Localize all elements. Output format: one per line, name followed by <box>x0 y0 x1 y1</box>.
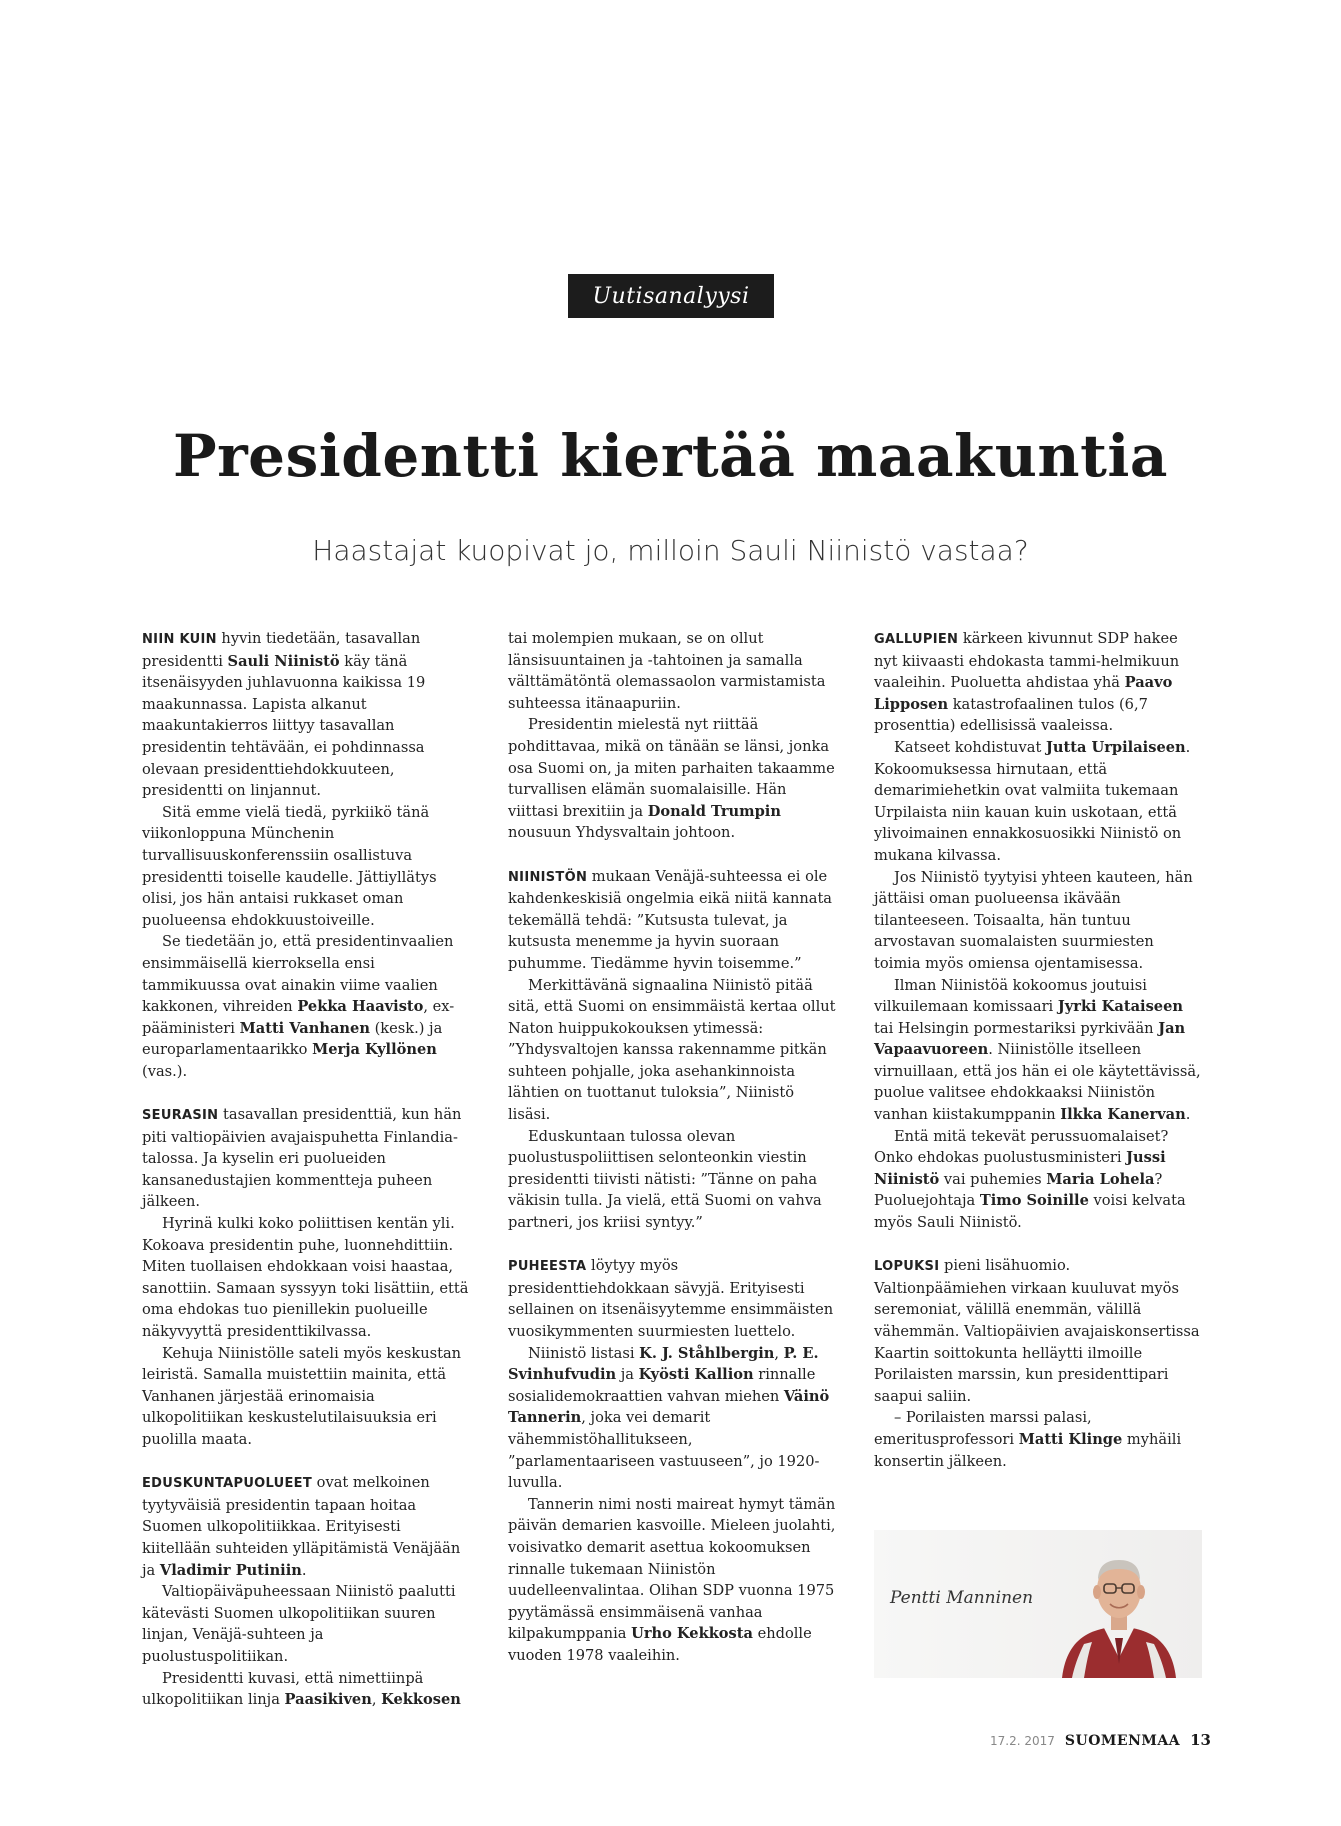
text-run: tai Helsingin pormestariksi pyrkivään <box>874 1019 1159 1037</box>
article-paragraph <box>508 975 838 1126</box>
text-run: (vas.). <box>142 1062 188 1080</box>
author-name: Pentti Manninen <box>890 1588 1034 1608</box>
lead-word: EDUSKUNTAPUOLUEET <box>142 1476 313 1492</box>
text-run: – Porilaisten marssi palasi, emeritusprofessori <box>874 1409 1092 1448</box>
issue-date: 17.2. 2017 <box>990 1734 1055 1748</box>
magazine-name: SUOMENMAA <box>1064 1733 1181 1749</box>
text-run: Tannerin nimi nosti maireat hymyt tämän päivän demarien kasvoille. Mieleen juolahti, voisivatko demarit asettua kokoomuksen rinnalle tukemaan Niinistön uudelleenvalintaa. Olihan SDP vuonna 1975 pyytämässä ensimmäisenä vanhaa kilpakumppania <box>508 1495 836 1643</box>
text-run: . <box>301 1561 307 1579</box>
article-paragraph <box>142 1581 472 1667</box>
person-name: Donald Trumpin <box>647 802 781 820</box>
article-paragraph <box>874 1255 1202 1407</box>
text-run: Se tiedetään jo, että presidentinvaalien ensimmäisellä kierroksella ensi tammikuussa ovat ainakin viime vaalien kakkonen, vihreiden <box>142 933 454 1016</box>
text-run: tasavallan presidenttiä, kun hän piti valtiopäivien avajaispuhetta Finlandia-talossa. Ja kyselin eri puolueiden kansanedustajien kommentteja puheen jälkeen. <box>142 1106 462 1211</box>
article-paragraph <box>142 1472 472 1581</box>
article-paragraph <box>142 1668 472 1711</box>
article-paragraph <box>508 1255 838 1342</box>
text-run: , ex-pääministeri <box>142 998 455 1037</box>
lead-word: SEURASIN <box>142 1108 219 1124</box>
text-run: ? Puoluejohtaja <box>874 1170 1163 1210</box>
author-portrait <box>1044 1536 1194 1678</box>
article-paragraph <box>874 737 1202 867</box>
person-name: Kekkosen <box>381 1691 461 1709</box>
text-run: Katseet kohdistuvat <box>894 738 1046 756</box>
text-run: , <box>371 1691 382 1709</box>
article-paragraph <box>874 867 1202 975</box>
person-name: Jussi Niinistö <box>874 1149 1166 1188</box>
text-run: nousuun Yhdysvaltain johtoon. <box>508 824 736 842</box>
article-paragraph <box>142 628 472 802</box>
article-paragraph <box>508 1494 838 1667</box>
text-run: . Niinistölle itselleen virnuillaan, että jos hän ei ole käytettävissä, puolue valitsee ehdokkaaksi Niinistön vanhan kiistakumppanin <box>874 1041 1201 1124</box>
page-footer <box>990 1731 1220 1749</box>
article-paragraph <box>874 1407 1202 1472</box>
person-name: Jyrki Kataiseen <box>1057 998 1183 1016</box>
article-paragraph <box>142 1343 472 1451</box>
text-run: myhäili konsertin jälkeen. <box>874 1430 1182 1470</box>
person-name: Jan Vapaavuoreen <box>874 1019 1186 1059</box>
article-paragraph <box>508 1126 838 1234</box>
text-run: löytyy myös presidenttiehdokkaan sävyjä. Erityisesti sellainen on itsenäisyytemme ensimmäisten vuosikymmenten suurmiesten luettelo. <box>508 1257 834 1340</box>
text-run: Sitä emme vielä tiedä, pyrkiikö tänä viikonloppuna Münchenin turvallisuuskonferenssiin osallistuva presidentti toiselle kaudelle. Jättiyllätys olisi, jos hän antaisi rukkaset oman puolueensa ehdokkuustoiveille. <box>142 803 437 929</box>
text-run: Presidentti kuvasi, että nimettiinpä ulkopolitiikan linja <box>142 1669 424 1709</box>
text-run: Eduskuntaan tulossa olevan puolustuspoliittisen selonteonkin viestin presidentti tiivisti nätisti: ”Tänne on paha väkisin tulla. Ja vielä, että Suomi on vahva partneri, jos kriisi syntyy.” <box>508 1127 822 1232</box>
lead-word: LOPUKSI <box>874 1259 940 1275</box>
subheadline: Haastajat kuopivat jo, milloin Sauli Niinistö vastaa? <box>312 534 1029 567</box>
text-run: voisi kelvata myös Sauli Niinistö. <box>874 1192 1186 1232</box>
text-run: Ilman Niinistöä kokoomus joutuisi vilkuilemaan komissaari <box>874 976 1147 1016</box>
article-column-2 <box>508 628 838 1667</box>
text-run: . Kokoomuksessa hirnutaan, että demarimiehetkin ovat valmiita tukemaan Urpilaista niin kauan kuin uskotaan, että ylivoimainen ennakkosuosikki Niinistö on mukana kilvassa. <box>874 738 1191 864</box>
person-name: Paasikiven <box>284 1691 372 1709</box>
person-name: Paavo Lipposen <box>874 674 1173 713</box>
person-name: Maria Lohela <box>1046 1170 1155 1188</box>
text-run: tai molempien mukaan, se on ollut länsisuuntainen ja -tahtoinen ja samalla välttämätöntä olemassaolon varmistamista suhteessa itänaapuriin. <box>508 630 826 712</box>
person-name: Urho Kekkosta <box>631 1625 753 1643</box>
article-paragraph <box>508 1343 838 1494</box>
text-run: vai puhemies <box>939 1170 1047 1188</box>
section-kicker: Uutisanalyysi <box>568 274 774 318</box>
text-run: ehdolle vuoden 1978 vaaleihin. <box>508 1625 812 1664</box>
text-run: (kesk.) ja europarlamentaarikko <box>142 1019 443 1059</box>
article-paragraph <box>142 1213 472 1343</box>
article-paragraph <box>874 975 1202 1126</box>
lead-word: PUHEESTA <box>508 1259 587 1275</box>
person-name: Pekka Haavisto <box>297 998 424 1016</box>
text-run: ja <box>616 1366 639 1384</box>
text-run: Entä mitä tekevät perussuomalaiset? Onko ehdokas puolustusministeri <box>874 1127 1169 1167</box>
article-paragraph <box>142 931 472 1082</box>
person-name: Timo Soinille <box>979 1192 1089 1210</box>
text-run: Merkittävänä signaalina Niinistö pitää sitä, että Suomi on ensimmäistä kertaa ollut Naton huippukokouksen ytimessä: ”Yhdysvaltojen kanssa rakennamme pitkän suhteen pohjalle, joka asehankinnoista lähtien on tuottanut tuloksia”, Niinistö lisäsi. <box>508 976 836 1124</box>
lead-word: NIINISTÖN <box>508 869 588 885</box>
author-byline <box>874 1530 1202 1678</box>
text-run: kärkeen kivunnut SDP hakee nyt kiivaasti ehdokasta tammi-helmikuun vaaleihin. Puoluetta ahdistaa yhä <box>874 630 1180 692</box>
text-run: katastrofaalinen tulos (6,7 prosenttia) edellisissä vaaleissa. <box>874 695 1148 735</box>
article-column-3 <box>874 628 1202 1472</box>
text-run: Jos Niinistö tyytyisi yhteen kauteen, hän jättäisi oman puolueensa ikävään tilanteeseen. Toisaalta, hän tuntuu arvostavan suomalaisten suurmiesten toimia myös omiensa ojentamisessa. <box>874 868 1193 972</box>
article-paragraph <box>142 1104 472 1213</box>
person-name: K. J. Ståhlbergin <box>639 1344 775 1362</box>
article-paragraph <box>874 628 1202 737</box>
text-run: Valtiopäiväpuheessaan Niinistö paalutti kätevästi Suomen ulkopolitiikan suuren linjan, Venäjä-suhteen ja puolustuspolitiikan. <box>142 1583 456 1665</box>
person-name: Vladimir Putiniin <box>159 1561 302 1579</box>
lead-word: NIIN KUIN <box>142 632 217 647</box>
headline: Presidentti kiertää maakuntia <box>173 422 1168 490</box>
text-run: ovat melkoinen tyytyväisiä presidentin tapaan hoitaa Suomen ulkopolitiikkaa. Erityisesti kiitellään suhteiden ylläpitämistä Venäjään ja <box>142 1474 461 1579</box>
person-name: P. E. Svinhufvudin <box>508 1344 819 1384</box>
text-run: hyvin tiedetään, tasavallan presidentti <box>142 630 421 670</box>
text-run: , <box>774 1344 784 1362</box>
article-paragraph <box>508 628 838 714</box>
text-run: rinnalle sosialidemokraattien vahvan miehen <box>508 1366 816 1405</box>
text-run: käy tänä itsenäisyyden juhlavuonna kaikissa 19 maakunnassa. Lapista alkanut maakuntakierros liittyy tasavallan presidentin tehtävään, ei pohdinnassa olevaan presidenttiehdokkuuteen, presidentti on linjannut. <box>142 652 426 800</box>
person-name: Väinö Tannerin <box>508 1387 830 1427</box>
person-name: Merja Kyllönen <box>312 1041 437 1059</box>
article-paragraph <box>874 1126 1202 1234</box>
text-run: , joka vei demarit vähemmistöhallitukseen, ”parlamentaariseen vastuuseen”, jo 1920-luvulla. <box>508 1409 820 1492</box>
person-name: Jutta Urpilaiseen <box>1045 738 1186 756</box>
article-paragraph <box>508 866 838 975</box>
text-run: Niinistö listasi <box>528 1344 640 1362</box>
text-run: Presidentin mielestä nyt riittää pohdittavaa, mikä on tänään se länsi, jonka osa Suomi on, ja miten parhaiten takaamme turvallisen elämän suomalaisille. Hän viittasi brexitiin ja <box>508 716 835 820</box>
person-name: Sauli Niinistö <box>227 652 340 670</box>
person-name: Matti Vanhanen <box>239 1019 370 1037</box>
text-run: pieni lisähuomio. Valtionpäämiehen virkaan kuuluvat myös seremoniat, välillä enemmän, välillä vähemmän. Valtiopäivien avajaiskonsertissa Kaartin soittokunta helläytti ilmoille Porilaisten marssin, kun presidenttipari saapui saliin. <box>874 1257 1200 1405</box>
person-name: Kyösti Kallion <box>638 1366 754 1384</box>
text-run: . <box>1185 1106 1191 1124</box>
page-number: 13 <box>1190 1731 1211 1749</box>
article-paragraph <box>508 714 838 844</box>
text-run: mukaan Venäjä-suhteessa ei ole kahdenkeskisiä ongelmia eikä niitä kannata tekemällä tehdä: ”Kutsusta tulevat, ja kutsusta menemme ja hyvin suoraan puhumme. Tiedämme hyvin toisemme.” <box>508 867 833 972</box>
text-run: Kehuja Niinistölle sateli myös keskustan leiristä. Samalla muistettiin mainita, että Vanhanen järjestää erinomaisia ulkopolitiikan keskustelutilaisuuksia eri puolilla maata. <box>142 1344 462 1448</box>
person-name: Matti Klinge <box>1018 1430 1123 1448</box>
article-paragraph <box>142 802 472 932</box>
lead-word: GALLUPIEN <box>874 632 959 647</box>
text-run: Hyrinä kulki koko poliittisen kentän yli. Kokoava presidentin puhe, luonnehdittiin. Miten tuollaisen ehdokkaan voisi haastaa, sanottiin. Samaan syssyyn toki lisättiin, että oma ehdokas tuo pienillekin puolueille näkyvyyttä presidenttikilvassa. <box>142 1215 469 1340</box>
person-name: Ilkka Kanervan <box>1060 1106 1186 1124</box>
article-column-1 <box>142 628 472 1711</box>
